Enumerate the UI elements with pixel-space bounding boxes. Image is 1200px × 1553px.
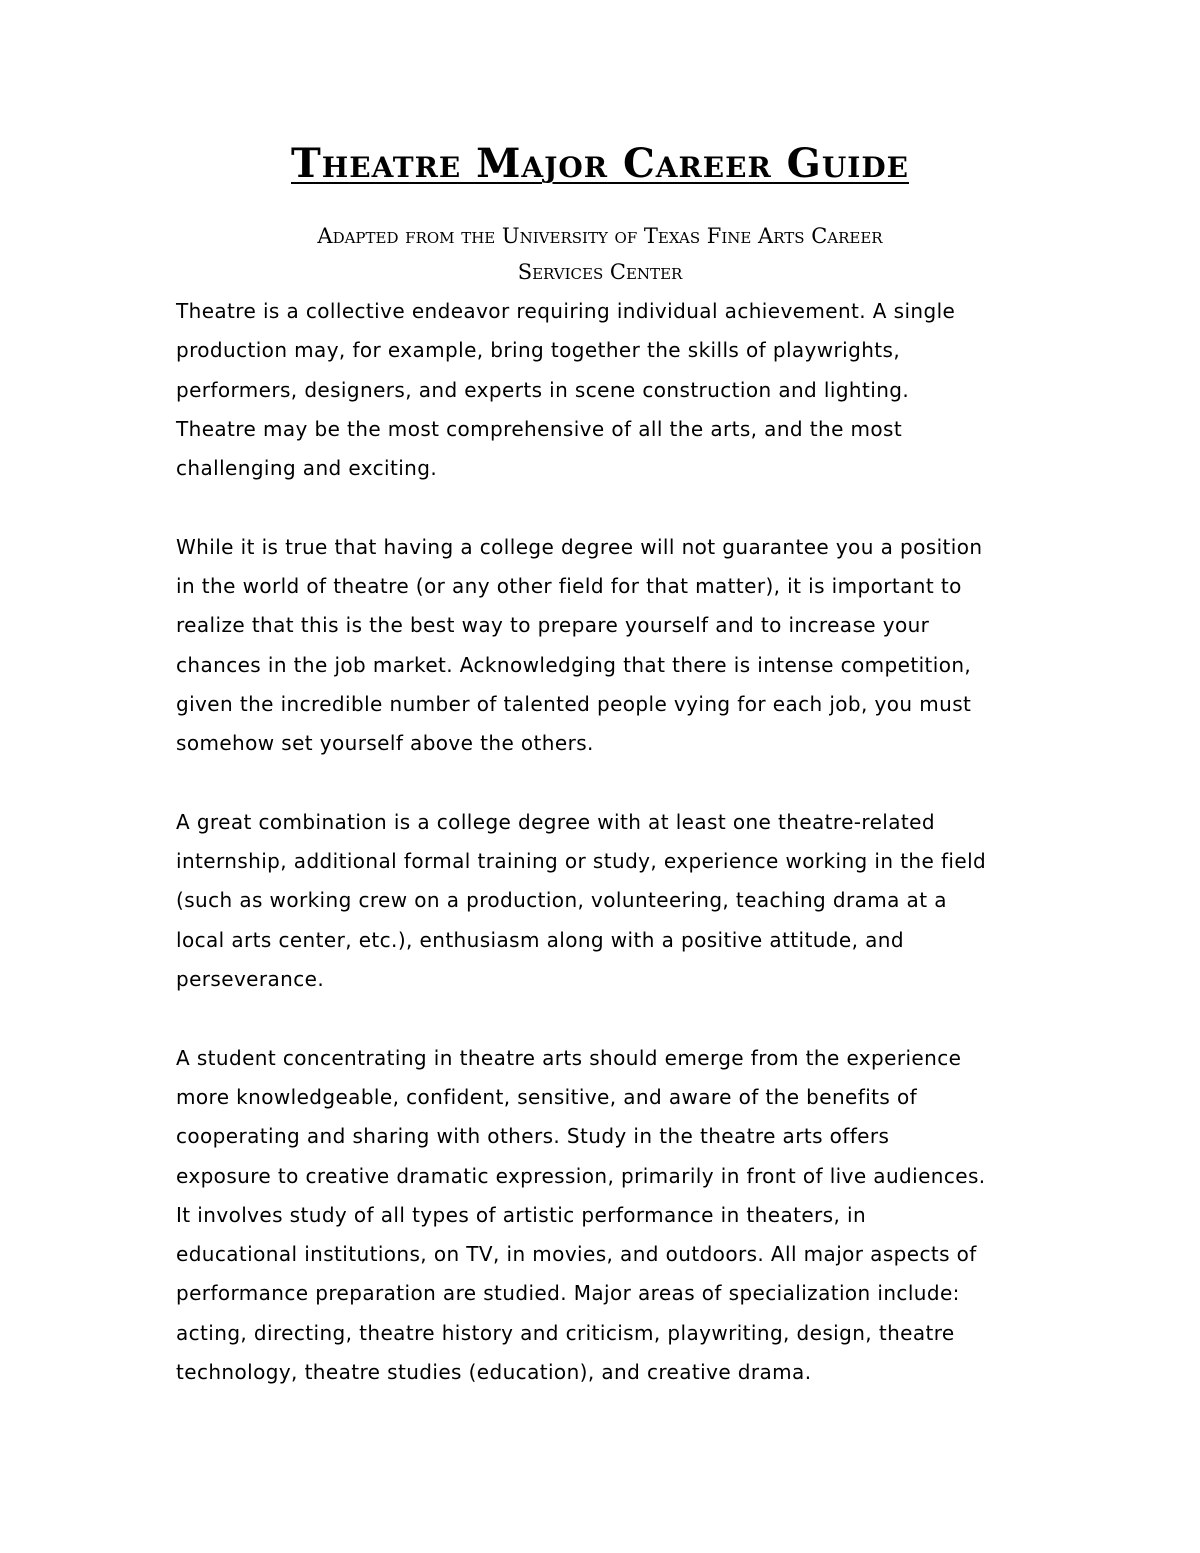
paragraph-combination: A great combination is a college degree with at least one theatre-related internship, additional formal training or study, experience working in the field (such as working crew on a production, volunteering, teaching drama at a local arts center, etc.), enthusiasm along with a positive attitude, and perseverance.: [176, 809, 987, 992]
paragraph-student: A student concentrating in theatre arts should emerge from the experience more knowledgeable, confident, sensitive, and aware of the benefits of cooperating and sharing with others. Study in the theatre arts offers exposure to creative dramatic expression, primarily in front of live audiences. It involves study of all types of artistic performance in theaters, in educational institutions, on TV, in movies, and outdoors. All major aspects of performance preparation are studied. Major areas of specialization include: acting, directing, theatre history and criticism, playwriting, design, theatre technology, theatre studies (education), and creative drama.: [176, 1045, 986, 1385]
document-subtitle: Adapted from the University of Texas Fine Arts Career Services Center: [317, 224, 883, 284]
paragraph-degree: While it is true that having a college degree will not guarantee you a position in the world of theatre (or any other field for that matter), it is important to realize that this is the best way to prepare yourself and to increase your chances in the job market. Acknowledging that there is intense competition, given the incredible number of talented people vying for each job, you must somehow set yourself above the others.: [176, 534, 983, 756]
document-body: [176, 292, 1036, 1432]
document-title: Theatre Major Career Guide: [291, 140, 909, 187]
paragraph-intro: Theatre is a collective endeavor requiring individual achievement. A single production may, for example, bring together the skills of playwrights, performers, designers, and experts in scene construction and lighting. Theatre may be the most comprehensive of all the arts, and the most challenging and exciting.: [176, 299, 956, 481]
